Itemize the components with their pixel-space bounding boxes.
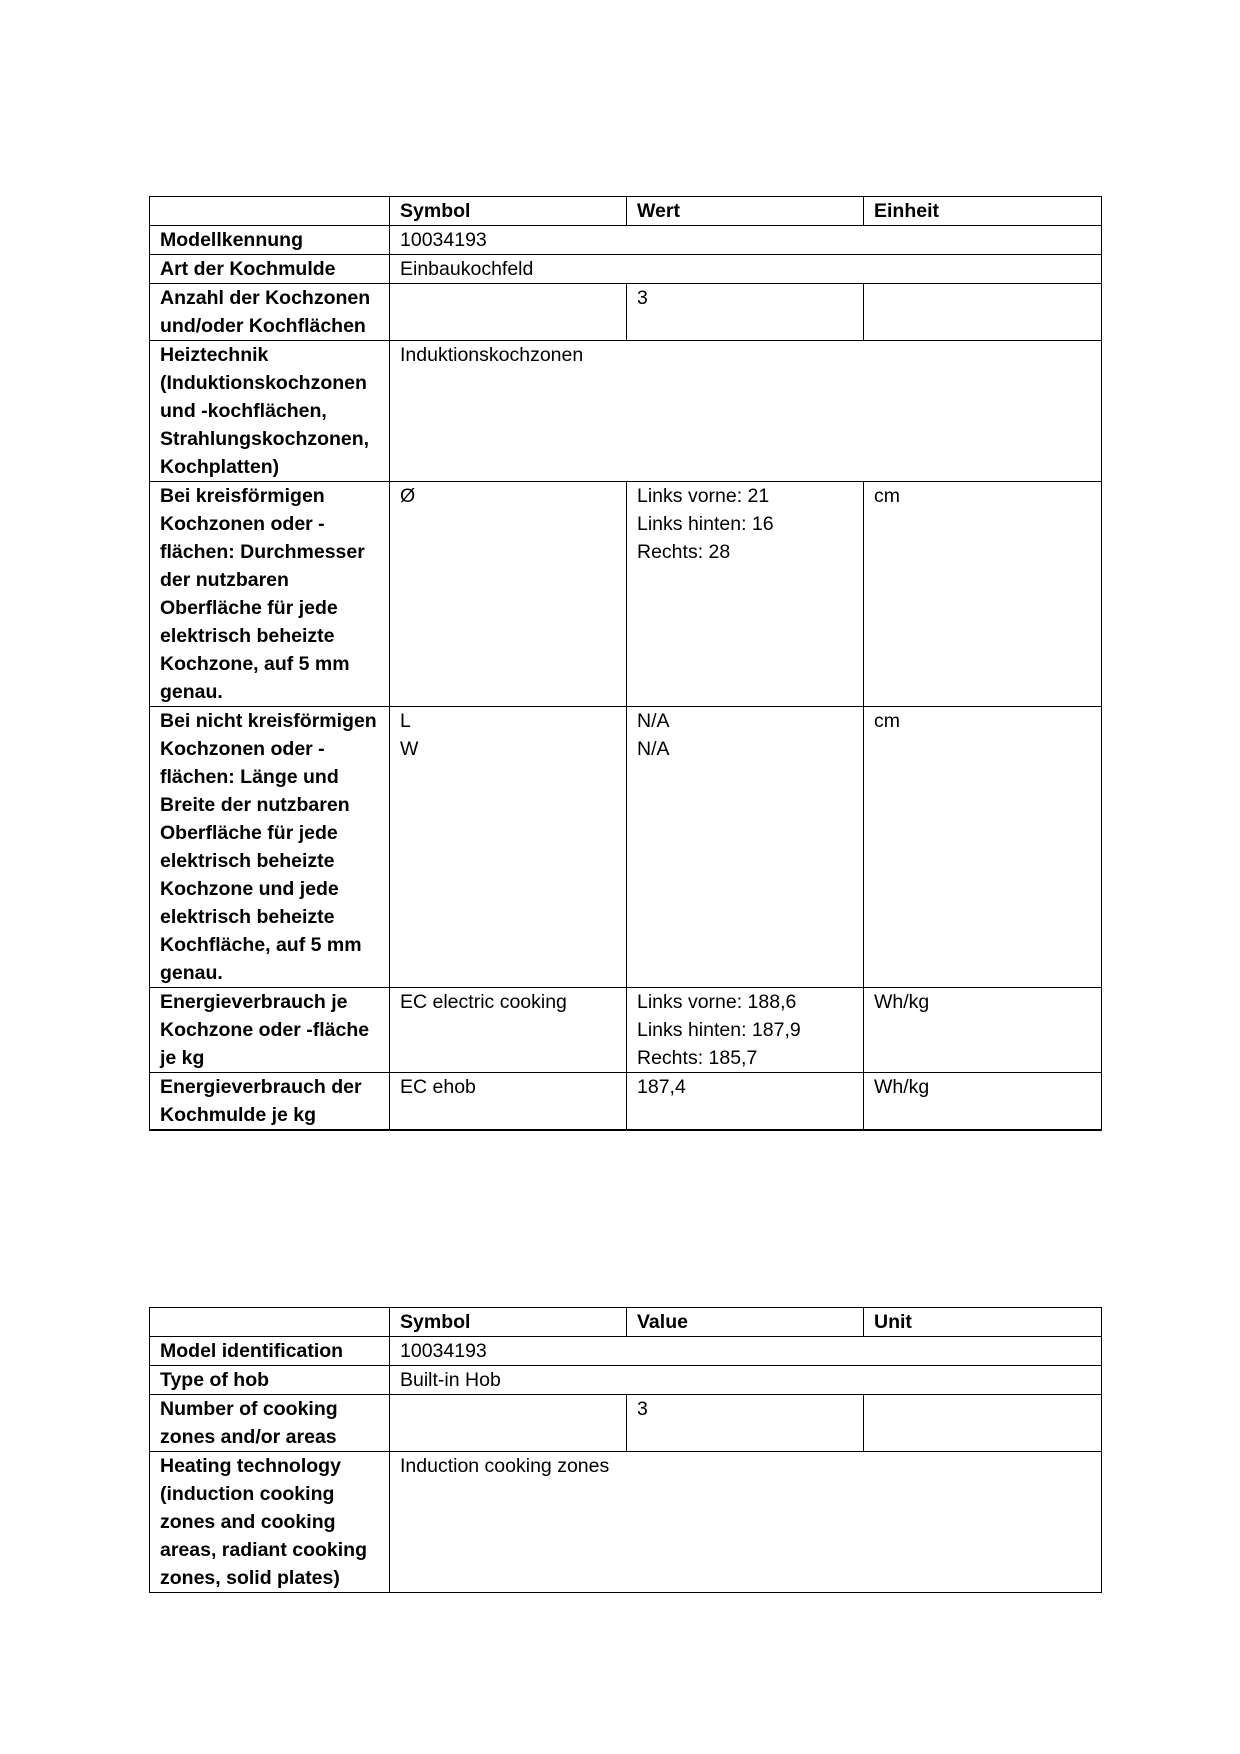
row-symbol [390,1395,627,1452]
row-label: Number of cooking zones and/or areas [150,1395,390,1452]
row-label: Art der Kochmulde [150,255,390,284]
row-label: Energieverbrauch je Kochzone oder -fläche je kg [150,988,390,1073]
row-label: Modellkennung [150,226,390,255]
table-row [150,226,1102,255]
table-row [150,988,1102,1073]
row-value: 3 [627,284,864,341]
header-value: Value [627,1308,864,1337]
header-symbol: Symbol [390,1308,627,1337]
table-row [150,1366,1102,1395]
row-symbol: EC electric cooking [390,988,627,1073]
row-unit: Wh/kg [864,1073,1102,1131]
table-row [150,284,1102,341]
row-value: N/A N/A [627,707,864,988]
row-symbol: Ø [390,482,627,707]
row-value: Built-in Hob [390,1366,1102,1395]
row-label: Heiztechnik (Induktionskochzonen und -kochflächen, Strahlungskochzonen, Kochplatten) [150,341,390,482]
spec-table-german [149,196,1102,1131]
table-row [150,1452,1102,1593]
table-row [150,341,1102,482]
row-value: 10034193 [390,226,1102,255]
table-row [150,482,1102,707]
row-value: Induktionskochzonen [390,341,1102,482]
row-label: Anzahl der Kochzonen und/oder Kochflächen [150,284,390,341]
row-value: 3 [627,1395,864,1452]
row-value: 187,4 [627,1073,864,1131]
row-label: Energieverbrauch der Kochmulde je kg [150,1073,390,1131]
row-unit: cm [864,707,1102,988]
row-value: 10034193 [390,1337,1102,1366]
table-row [150,255,1102,284]
header-symbol: Symbol [390,197,627,226]
header-unit: Unit [864,1308,1102,1337]
row-unit: cm [864,482,1102,707]
table-row [150,1337,1102,1366]
table-header-row [150,1308,1102,1337]
row-symbol [390,284,627,341]
row-unit: Wh/kg [864,988,1102,1073]
header-empty-cell [150,1308,390,1337]
table-row [150,1395,1102,1452]
row-symbol: L W [390,707,627,988]
row-label: Type of hob [150,1366,390,1395]
row-symbol: EC ehob [390,1073,627,1131]
row-label: Heating technology (induction cooking zones and cooking areas, radiant cooking zones, solid plates) [150,1452,390,1593]
table-row [150,1073,1102,1131]
table-row [150,707,1102,988]
header-value: Wert [627,197,864,226]
row-label: Bei nicht kreisförmigen Kochzonen oder -flächen: Länge und Breite der nutzbaren Oberfläche für jede elektrisch beheizte Kochzone und jede elektrisch beheizte Kochfläche, auf 5 mm genau. [150,707,390,988]
spec-table-english [149,1307,1102,1593]
row-value: Induction cooking zones [390,1452,1102,1593]
header-unit: Einheit [864,197,1102,226]
row-value: Einbaukochfeld [390,255,1102,284]
row-label: Model identification [150,1337,390,1366]
row-value: Links vorne: 188,6 Links hinten: 187,9 Rechts: 185,7 [627,988,864,1073]
row-unit [864,1395,1102,1452]
row-unit [864,284,1102,341]
table-header-row [150,197,1102,226]
row-label: Bei kreisförmigen Kochzonen oder -flächen: Durchmesser der nutzbaren Oberfläche für jede elektrisch beheizte Kochzone, auf 5 mm genau. [150,482,390,707]
header-empty-cell [150,197,390,226]
row-value: Links vorne: 21 Links hinten: 16 Rechts: 28 [627,482,864,707]
